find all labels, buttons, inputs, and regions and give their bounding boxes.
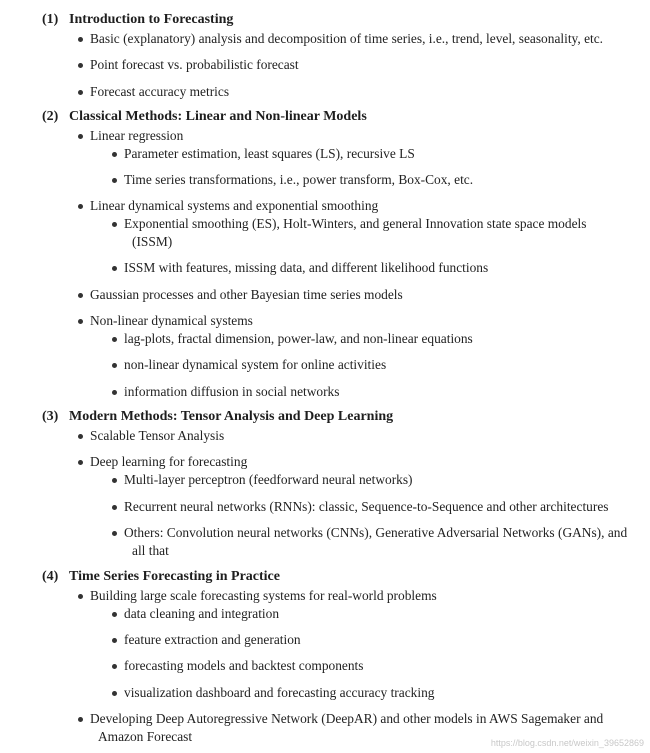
sub-list-item: Recurrent neural networks (RNNs): classic, Sequence-to-Sequence and other architectures: [124, 499, 609, 514]
sub-list-item: visualization dashboard and forecasting accuracy tracking: [124, 685, 435, 700]
sub-list-item: Multi-layer perceptron (feedforward neural networks): [124, 472, 413, 487]
list-item: Building large scale forecasting systems for real-world problems: [90, 588, 437, 603]
section-heading-3: (3) Modern Methods: Tensor Analysis and Deep Learning: [42, 409, 394, 424]
sub-list-item: information diffusion in social networks: [124, 384, 340, 399]
section-heading-2: (2) Classical Methods: Linear and Non-linear Models: [42, 109, 367, 124]
list-item: Forecast accuracy metrics: [90, 84, 230, 99]
sub-list-item: feature extraction and generation: [124, 632, 301, 647]
sub-list-item: data cleaning and integration: [124, 606, 280, 621]
section-heading-4: (4) Time Series Forecasting in Practice: [42, 569, 280, 584]
sub-list-item-continuation: (ISSM): [132, 234, 173, 249]
list-item: Basic (explanatory) analysis and decomposition of time series, i.e., trend, level, seasonality, etc.: [90, 31, 604, 46]
list-item-continuation: Amazon Forecast: [98, 729, 193, 744]
list-item: Gaussian processes and other Bayesian time series models: [90, 287, 403, 302]
sub-list-item: lag-plots, fractal dimension, power-law, and non-linear equations: [124, 331, 473, 346]
watermark: https://blog.csdn.net/weixin_39652869: [490, 738, 644, 748]
list-item: Developing Deep Autoregressive Network (DeepAR) and other models in AWS Sagemaker and: [90, 711, 604, 726]
section-heading-1: (1) Introduction to Forecasting: [42, 12, 234, 27]
sub-list-item: ISSM with features, missing data, and different likelihood functions: [124, 260, 489, 275]
list-item: Linear dynamical systems and exponential smoothing: [90, 198, 379, 213]
sub-list-item: Parameter estimation, least squares (LS), recursive LS: [124, 146, 415, 161]
sub-list-item: Exponential smoothing (ES), Holt-Winters, and general Innovation state space models: [124, 216, 587, 231]
sub-list-item: Time series transformations, i.e., power transform, Box-Cox, etc.: [124, 172, 474, 187]
sub-list-item: forecasting models and backtest components: [124, 658, 364, 673]
sub-list-item: non-linear dynamical system for online activities: [124, 357, 387, 372]
list-item: Scalable Tensor Analysis: [90, 428, 225, 443]
list-item: Point forecast vs. probabilistic forecast: [90, 57, 299, 72]
list-item: Linear regression: [90, 128, 184, 143]
sub-list-item-continuation: all that: [132, 543, 169, 558]
list-item: Non-linear dynamical systems: [90, 313, 253, 328]
sub-list-item: Others: Convolution neural networks (CNNs), Generative Adversarial Networks (GANs), and: [124, 525, 628, 540]
list-item: Deep learning for forecasting: [90, 454, 248, 469]
